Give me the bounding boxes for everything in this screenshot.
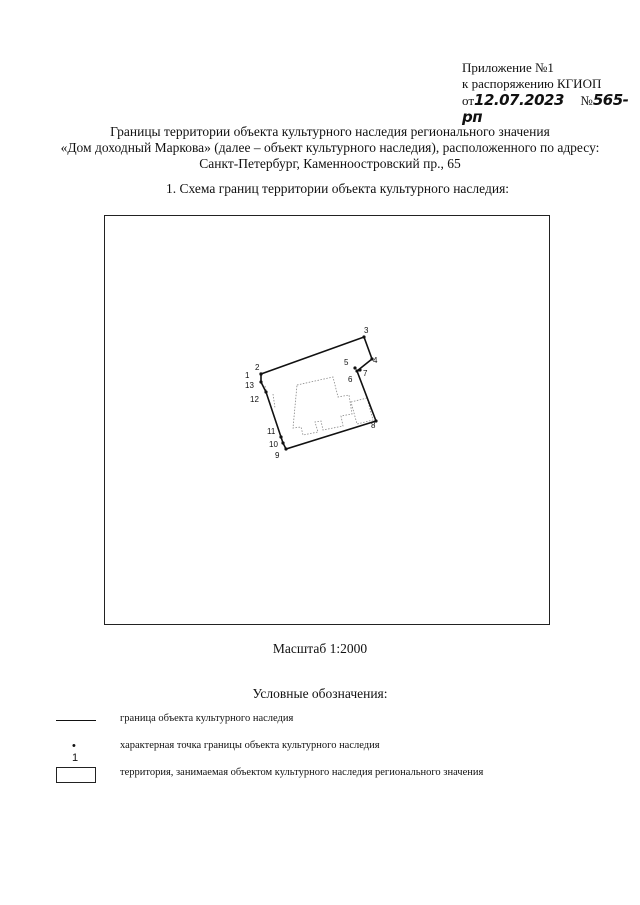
- boundary-point-7: [358, 368, 361, 371]
- title-line-1: Границы территории объекта культурного наследия регионального значения: [110, 124, 550, 139]
- boundary-point-6: [355, 369, 358, 372]
- annex-date-line: [462, 92, 640, 126]
- date-prefix: от: [462, 93, 475, 108]
- territory-boundary: [261, 337, 376, 449]
- boundary-point-9: [284, 447, 287, 450]
- point-label-9: 9: [275, 451, 280, 460]
- boundary-point-13: [259, 380, 262, 383]
- map-scale: Масштаб 1:2000: [272, 641, 368, 656]
- annex-number: Приложение №1: [462, 60, 554, 75]
- boundary-point-10: [281, 441, 284, 444]
- point-label-2: 2: [255, 363, 260, 372]
- boundary-point-11: [279, 435, 282, 438]
- boundary-scheme-svg: [105, 216, 551, 626]
- point-label-3: 3: [364, 326, 369, 335]
- boundary-line-symbol: [56, 720, 96, 721]
- point-symbol: • 1: [72, 740, 79, 764]
- legend-point-label: характерная точка границы объекта культурного наследия: [120, 740, 380, 751]
- point-label-4: 4: [373, 356, 378, 365]
- boundary-scheme-map: [104, 215, 550, 625]
- annex-header: [462, 60, 640, 126]
- point-label-13: 13: [245, 381, 254, 390]
- section-heading: 1. Схема границ территории объекта культурного наследия:: [166, 181, 510, 196]
- point-label-11: 11: [267, 427, 276, 436]
- legend-territory-label: территория, занимаемая объектом культурного наследия регионального значения: [120, 767, 484, 778]
- point-symbol-number: 1: [72, 752, 79, 764]
- point-label-12: 12: [250, 395, 259, 404]
- point-label-8: 8: [371, 421, 376, 430]
- point-label-5: 5: [344, 358, 349, 367]
- territory-area-symbol: [56, 767, 96, 783]
- legend-title: Условные обозначения:: [252, 686, 388, 701]
- boundary-point-2: [259, 372, 262, 375]
- order-date: 12.07.2023: [474, 91, 564, 109]
- point-label-7: 7: [363, 369, 368, 378]
- boundary-point-3: [362, 335, 365, 338]
- point-label-6: 6: [348, 375, 353, 384]
- legend-boundary-label: граница объекта культурного наследия: [120, 713, 294, 724]
- document-title: [40, 124, 620, 172]
- number-prefix: №: [580, 93, 593, 108]
- point-label-10: 10: [269, 440, 278, 449]
- point-label-1: 1: [245, 371, 250, 380]
- order-number: 565-рп: [462, 91, 629, 126]
- annex-order-ref: к распоряжению КГИОП: [462, 76, 602, 91]
- boundary-point-12: [264, 390, 267, 393]
- title-line-2: «Дом доходный Маркова» (далее – объект культурного наследия), расположенного по адресу:: [60, 140, 600, 155]
- title-line-3: Санкт-Петербург, Каменноостровский пр., 65: [199, 156, 461, 171]
- boundary-point-5: [353, 366, 356, 369]
